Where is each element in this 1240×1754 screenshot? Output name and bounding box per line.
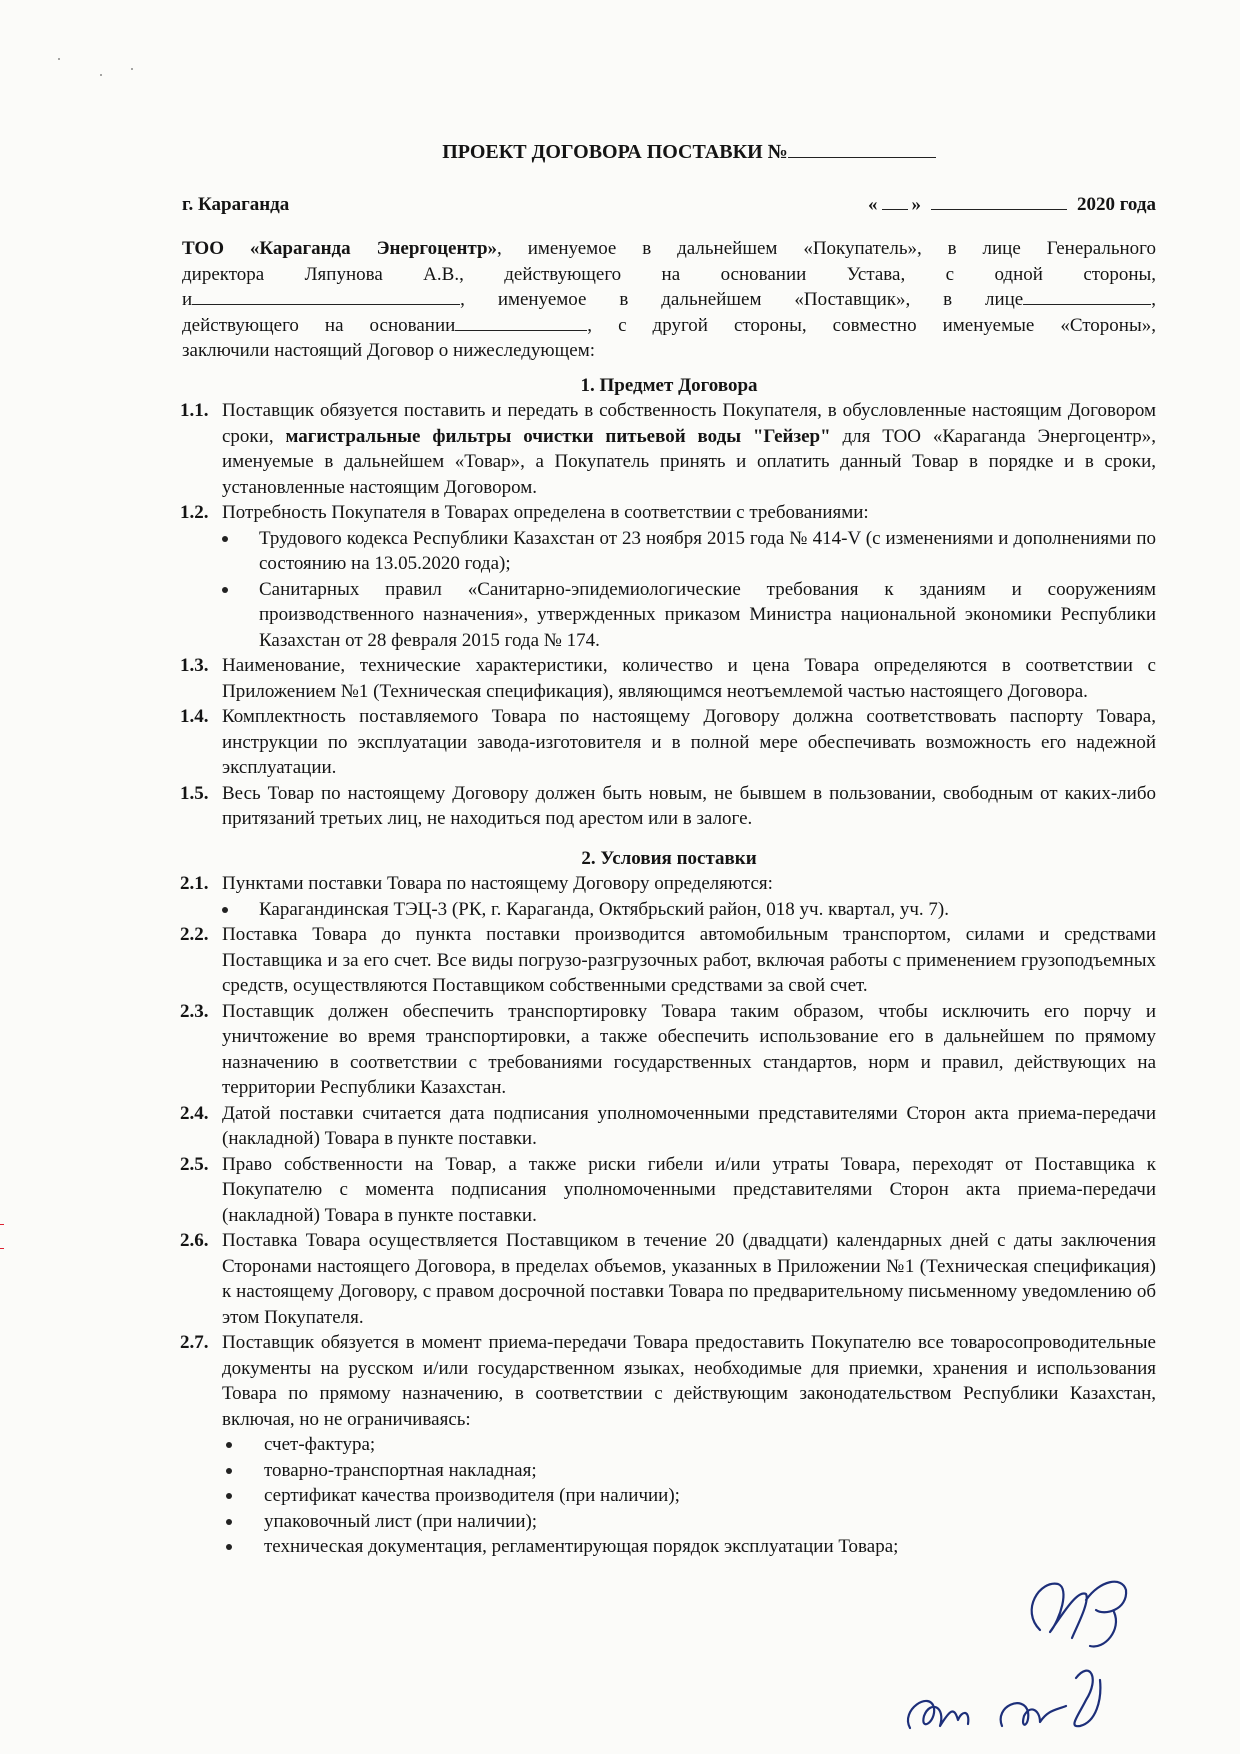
clause-body: Поставка Товара до пункта поставки производится автомобильным транспортом, силами и средствами Поставщика и за его счет. Все виды погрузо-разгрузочных работ, включая работы с применением грузоподъемных средств, осуществляются Поставщиком собственными средствами за свой счет. bbox=[222, 924, 1156, 996]
month-blank bbox=[931, 193, 1067, 210]
clause-body: Поставка Товара осуществляется Поставщиком в течение 20 (двадцати) календарных дней с даты заключения Сторонами настоящего Договора, в пределах объемов, указанных в Приложении №1 (Техническая спецификация) к настоящему Договору, с правом досрочной поставки Товара по предварительному письменному уведомлению об этом Покупателя. bbox=[222, 1230, 1156, 1328]
clause-2-7 bbox=[182, 1330, 1156, 1432]
clause-number: 1.4. bbox=[180, 706, 209, 727]
delivery-points-list bbox=[182, 897, 1156, 923]
clause-number: 2.2. bbox=[180, 924, 209, 945]
preamble-text: и bbox=[182, 289, 193, 310]
list-item: Трудового кодекса Республики Казахстан от 23 ноября 2015 года № 414-V (с изменениями и дополнениями по состоянию на 13.05.2020 года); bbox=[220, 526, 1156, 577]
city: г. Караганда bbox=[182, 193, 290, 215]
handwritten-signatures bbox=[890, 1550, 1220, 1750]
clause-1-1 bbox=[182, 398, 1156, 500]
clause-number: 2.3. bbox=[180, 1000, 209, 1022]
section-2-heading: 2. Условия поставки bbox=[581, 847, 757, 869]
list-item: техническая документация, регламентирующая порядок эксплуатации Товара; bbox=[224, 1534, 1156, 1560]
clause-text: для ТОО «Караганда Энергоцентр», именуемые в дальнейшем «Товар», а Покупатель принять и оплатить данный Товар в порядке и в сроки, установленные настоящим Договором. bbox=[222, 425, 1156, 498]
preamble bbox=[182, 236, 1156, 364]
signature-initials bbox=[1032, 1582, 1126, 1647]
list-item: товарно-транспортная накладная; bbox=[224, 1458, 1156, 1484]
title-text: ПРОЕКТ ДОГОВОРА ПОСТАВКИ № bbox=[442, 141, 788, 163]
clause-2-6 bbox=[182, 1228, 1156, 1330]
clause-1-2 bbox=[182, 500, 1156, 526]
clause-2-3 bbox=[182, 999, 1156, 1101]
clause-body: Поставщик должен обеспечить транспортировку Товара таким образом, чтобы исключить его порчу и уничтожение во время транспортировки, а также обеспечить использование его в дальнейшем по прямому назначению в соответствии с требованиями государственных стандартов, норм и правил, действующих на территории Республики Казахстан. bbox=[222, 1000, 1156, 1098]
clause-number: 2.1. bbox=[180, 873, 209, 894]
clause-body: Поставщик обязуется в момент приема-передачи Товара предоставить Покупателю все товаросопроводительные документы на русском и/или государственном языках, необходимые для приемки, хранения и использования Товара по прямому назначению, в соответствии с действующим законодательством Республики Казахстан, включая, но не ограничиваясь: bbox=[222, 1332, 1156, 1430]
clause-number: 1.2. bbox=[180, 502, 209, 523]
supplier-name-blank bbox=[192, 288, 460, 305]
clause-number: 2.6. bbox=[180, 1230, 209, 1251]
date-quote-close: » bbox=[911, 193, 922, 215]
scan-edge-mark bbox=[0, 1224, 4, 1225]
signature-1 bbox=[908, 1701, 968, 1728]
clause-number: 2.7. bbox=[180, 1332, 209, 1353]
clause-body: Весь Товар по настоящему Договору должен быть новым, не бывшем в пользовании, свободным от каких-либо притязаний третьих лиц, не находиться под арестом или в залоге. bbox=[222, 782, 1156, 829]
contract-number-blank bbox=[788, 141, 936, 158]
list-item: Карагандинская ТЭЦ-3 (РК, г. Караганда, Октябрьский район, 018 уч. квартал, уч. 7). bbox=[220, 897, 1156, 923]
document-title bbox=[222, 140, 1156, 166]
clause-body: Датой поставки считается дата подписания уполномоченными представителями Сторон акта приема-передачи (накладной) Товара в пункте поставки. bbox=[222, 1102, 1156, 1149]
contract-text bbox=[182, 140, 1156, 1560]
supplier-basis-blank bbox=[455, 314, 587, 331]
clause-number: 1.5. bbox=[180, 782, 209, 804]
clause-number: 1.1. bbox=[180, 400, 209, 421]
preamble-text: , bbox=[1151, 289, 1156, 310]
list-item: счет-фактура; bbox=[224, 1432, 1156, 1458]
clause-body: Пунктами поставки Товара по настоящему Договору определяются: bbox=[222, 873, 773, 894]
clause-body: Наименование, технические характеристики, количество и цена Товара определяются в соответствии с Приложением №1 (Техническая спецификация), являющимся неотъемлемой частью настоящего Договора. bbox=[222, 655, 1156, 702]
clause-1-4 bbox=[182, 704, 1156, 781]
city-date-line bbox=[182, 192, 1156, 218]
date-year: 2020 года bbox=[1077, 193, 1156, 215]
clause-body bbox=[222, 398, 1156, 500]
list-item: Санитарных правил «Санитарно-эпидемиологические требования к зданиям и сооружениям производственного назначения», утвержденных приказом Министра национальной экономики Республики Казахстан от 28 февраля 2015 года № 174. bbox=[220, 577, 1156, 654]
day-blank bbox=[882, 193, 908, 210]
buyer-company: ТОО «Караганда Энергоцентр» bbox=[182, 238, 498, 259]
clause-1-5 bbox=[182, 781, 1156, 832]
clause-2-5 bbox=[182, 1152, 1156, 1229]
clause-text: Поставщик обязуется поставить и передать в собственность Покупателя, в обусловленные настоящим Договором сроки, bbox=[222, 400, 1156, 447]
clause-2-1 bbox=[182, 871, 1156, 897]
preamble-line: заключили настоящий Договор о нижеследующем: bbox=[182, 340, 595, 361]
preamble-line bbox=[182, 236, 1156, 262]
requirements-list bbox=[182, 526, 1156, 654]
preamble-text: , с другой стороны, совместно именуемые «Стороны», bbox=[587, 314, 1156, 336]
clause-1-3 bbox=[182, 653, 1156, 704]
clause-number: 2.5. bbox=[180, 1153, 209, 1175]
clause-number: 1.3. bbox=[180, 655, 209, 676]
preamble-text: действующего на основании bbox=[182, 314, 456, 336]
clause-body: Потребность Покупателя в Товарах определена в соответствии с требованиями: bbox=[222, 502, 869, 523]
preamble-line bbox=[182, 287, 1156, 313]
documents-list bbox=[182, 1432, 1156, 1560]
list-item: упаковочный лист (при наличии); bbox=[224, 1509, 1156, 1535]
preamble-text: , именуемое в дальнейшем «Поставщик», в лице bbox=[460, 289, 1024, 310]
preamble-line bbox=[182, 313, 1156, 339]
date-field bbox=[868, 192, 1156, 218]
preamble-text: , именуемое в дальнейшем «Покупатель», в лице Генерального bbox=[497, 238, 1156, 259]
clause-2-2 bbox=[182, 922, 1156, 999]
clause-body: Право собственности на Товар, а также риски гибели и/или утраты Товара, переходят от Поставщика к Покупателю с момента подписания уполномоченными представителями Сторон акта приема-передачи (накладной) Товара в пункте поставки. bbox=[222, 1153, 1156, 1226]
preamble-line: директора Ляпунова А.В., действующего на основании Устава, с одной стороны, bbox=[182, 263, 1156, 285]
supplier-representative-blank bbox=[1023, 288, 1151, 305]
signature-2 bbox=[1001, 1671, 1101, 1727]
clause-body: Комплектность поставляемого Товара по настоящему Договору должна соответствовать паспорту Товара, инструкции по эксплуатации завода-изготовителя и в полной мере обеспечивать возможность его надежной эксплуатации. bbox=[222, 706, 1156, 778]
section-1-heading: 1. Предмет Договора bbox=[580, 374, 758, 396]
list-item: сертификат качества производителя (при наличии); bbox=[224, 1483, 1156, 1509]
clause-2-4 bbox=[182, 1101, 1156, 1152]
date-quote-open: « bbox=[868, 193, 878, 215]
goods-name: магистральные фильтры очистки питьевой воды "Гейзер" bbox=[285, 425, 831, 447]
scan-edge-mark bbox=[0, 1248, 4, 1249]
clause-number: 2.4. bbox=[180, 1102, 209, 1124]
